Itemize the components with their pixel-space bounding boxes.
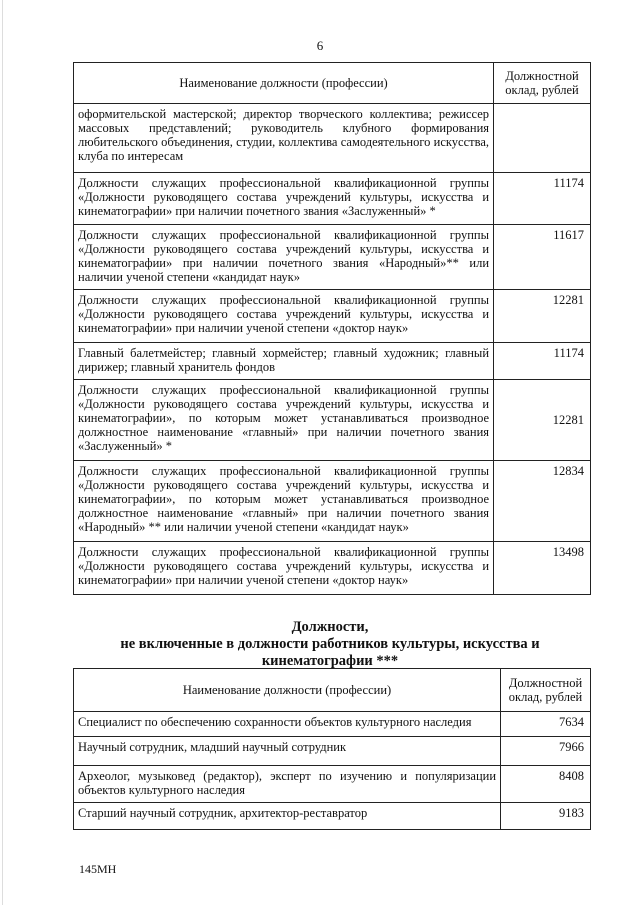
salary-value [494, 104, 591, 173]
salary-table-culture [73, 62, 591, 595]
salary-value: 12834 [494, 461, 591, 542]
section-heading-line: не включенные в должности работников культуры, искусства и [120, 636, 540, 652]
salary-value: 11174 [494, 343, 591, 380]
table-row [74, 225, 591, 290]
salary-value: 12281 [494, 380, 591, 461]
salary-value: 9183 [501, 803, 591, 830]
table-row [74, 290, 591, 343]
position-name: Археолог, музыковед (редактор), эксперт по изучению и популяризации объектов культурного наследия [74, 766, 501, 803]
table-row [74, 173, 591, 225]
position-name: Старший научный сотрудник, архитектор-реставратор [74, 803, 501, 830]
position-name: Специалист по обеспечению сохранности объектов культурного наследия [74, 712, 501, 737]
position-name: Должности служащих профессиональной квалификационной группы «Должности руководящего состава учреждений культуры, искусства и кинематографии» при наличии ученой степени «доктор наук» [74, 290, 494, 343]
position-name: Научный сотрудник, младший научный сотрудник [74, 737, 501, 766]
table-row [74, 461, 591, 542]
position-name: Должности служащих профессиональной квалификационной группы «Должности руководящего состава учреждений культуры, искусства и кинематографии» при наличии почетного звания «Народный»** или наличии ученой степени «кандидат наук» [74, 225, 494, 290]
table-header-row [74, 669, 591, 712]
position-name: Должности служащих профессиональной квалификационной группы «Должности руководящего состава учреждений культуры, искусства и кинематографии» при наличии почетного звания «Заслуженный» * [74, 173, 494, 225]
document-code: 145МН [79, 862, 117, 876]
position-name: Должности служащих профессиональной квалификационной группы «Должности руководящего состава учреждений культуры, искусства и кинематографии», по которым может устанавливаться производное должностное наименование «главный» при наличии почетного звания «Народный» ** или наличии ученой степени «кандидат наук» [74, 461, 494, 542]
column-header-name: Наименование должности (профессии) [74, 669, 501, 712]
table-row [74, 737, 591, 766]
table-row [74, 542, 591, 595]
table-row [74, 803, 591, 830]
section-heading-line: кинематографии *** [261, 653, 399, 669]
salary-value: 13498 [494, 542, 591, 595]
salary-value: 12281 [494, 290, 591, 343]
table-row [74, 104, 591, 173]
table-header-row [74, 63, 591, 104]
column-header-name: Наименование должности (профессии) [74, 63, 494, 104]
position-name: Должности служащих профессиональной квалификационной группы «Должности руководящего состава учреждений культуры, искусства и кинематографии», по которым может устанавливаться производное должностное наименование «главный» при наличии почетного звания «Заслуженный» * [74, 380, 494, 461]
position-name: Главный балетмейстер; главный хормейстер; главный художник; главный дирижер; главный хранитель фондов [74, 343, 494, 380]
page-number: 6 [316, 38, 324, 53]
section-heading [80, 619, 580, 670]
table-row [74, 343, 591, 380]
column-header-salary: Должностной оклад, рублей [501, 669, 591, 712]
position-name: Должности служащих профессиональной квалификационной группы «Должности руководящего состава учреждений культуры, искусства и кинематографии» при наличии ученой степени «доктор наук» [74, 542, 494, 595]
salary-value: 7966 [501, 737, 591, 766]
table-row [74, 766, 591, 803]
position-name: оформительской мастерской; директор творческого коллектива; режиссер массовых представлений; руководитель клубного формирования любительского объединения, студии, коллектива самодеятельного искусства, клуба по интересам [74, 104, 494, 173]
salary-value: 8408 [501, 766, 591, 803]
column-header-salary: Должностной оклад, рублей [494, 63, 591, 104]
salary-value: 7634 [501, 712, 591, 737]
table-row [74, 712, 591, 737]
salary-value: 11174 [494, 173, 591, 225]
salary-table-other [73, 668, 591, 830]
table-row [74, 380, 591, 461]
section-heading-line: Должности, [291, 619, 369, 635]
scan-edge [2, 0, 3, 905]
salary-value: 11617 [494, 225, 591, 290]
